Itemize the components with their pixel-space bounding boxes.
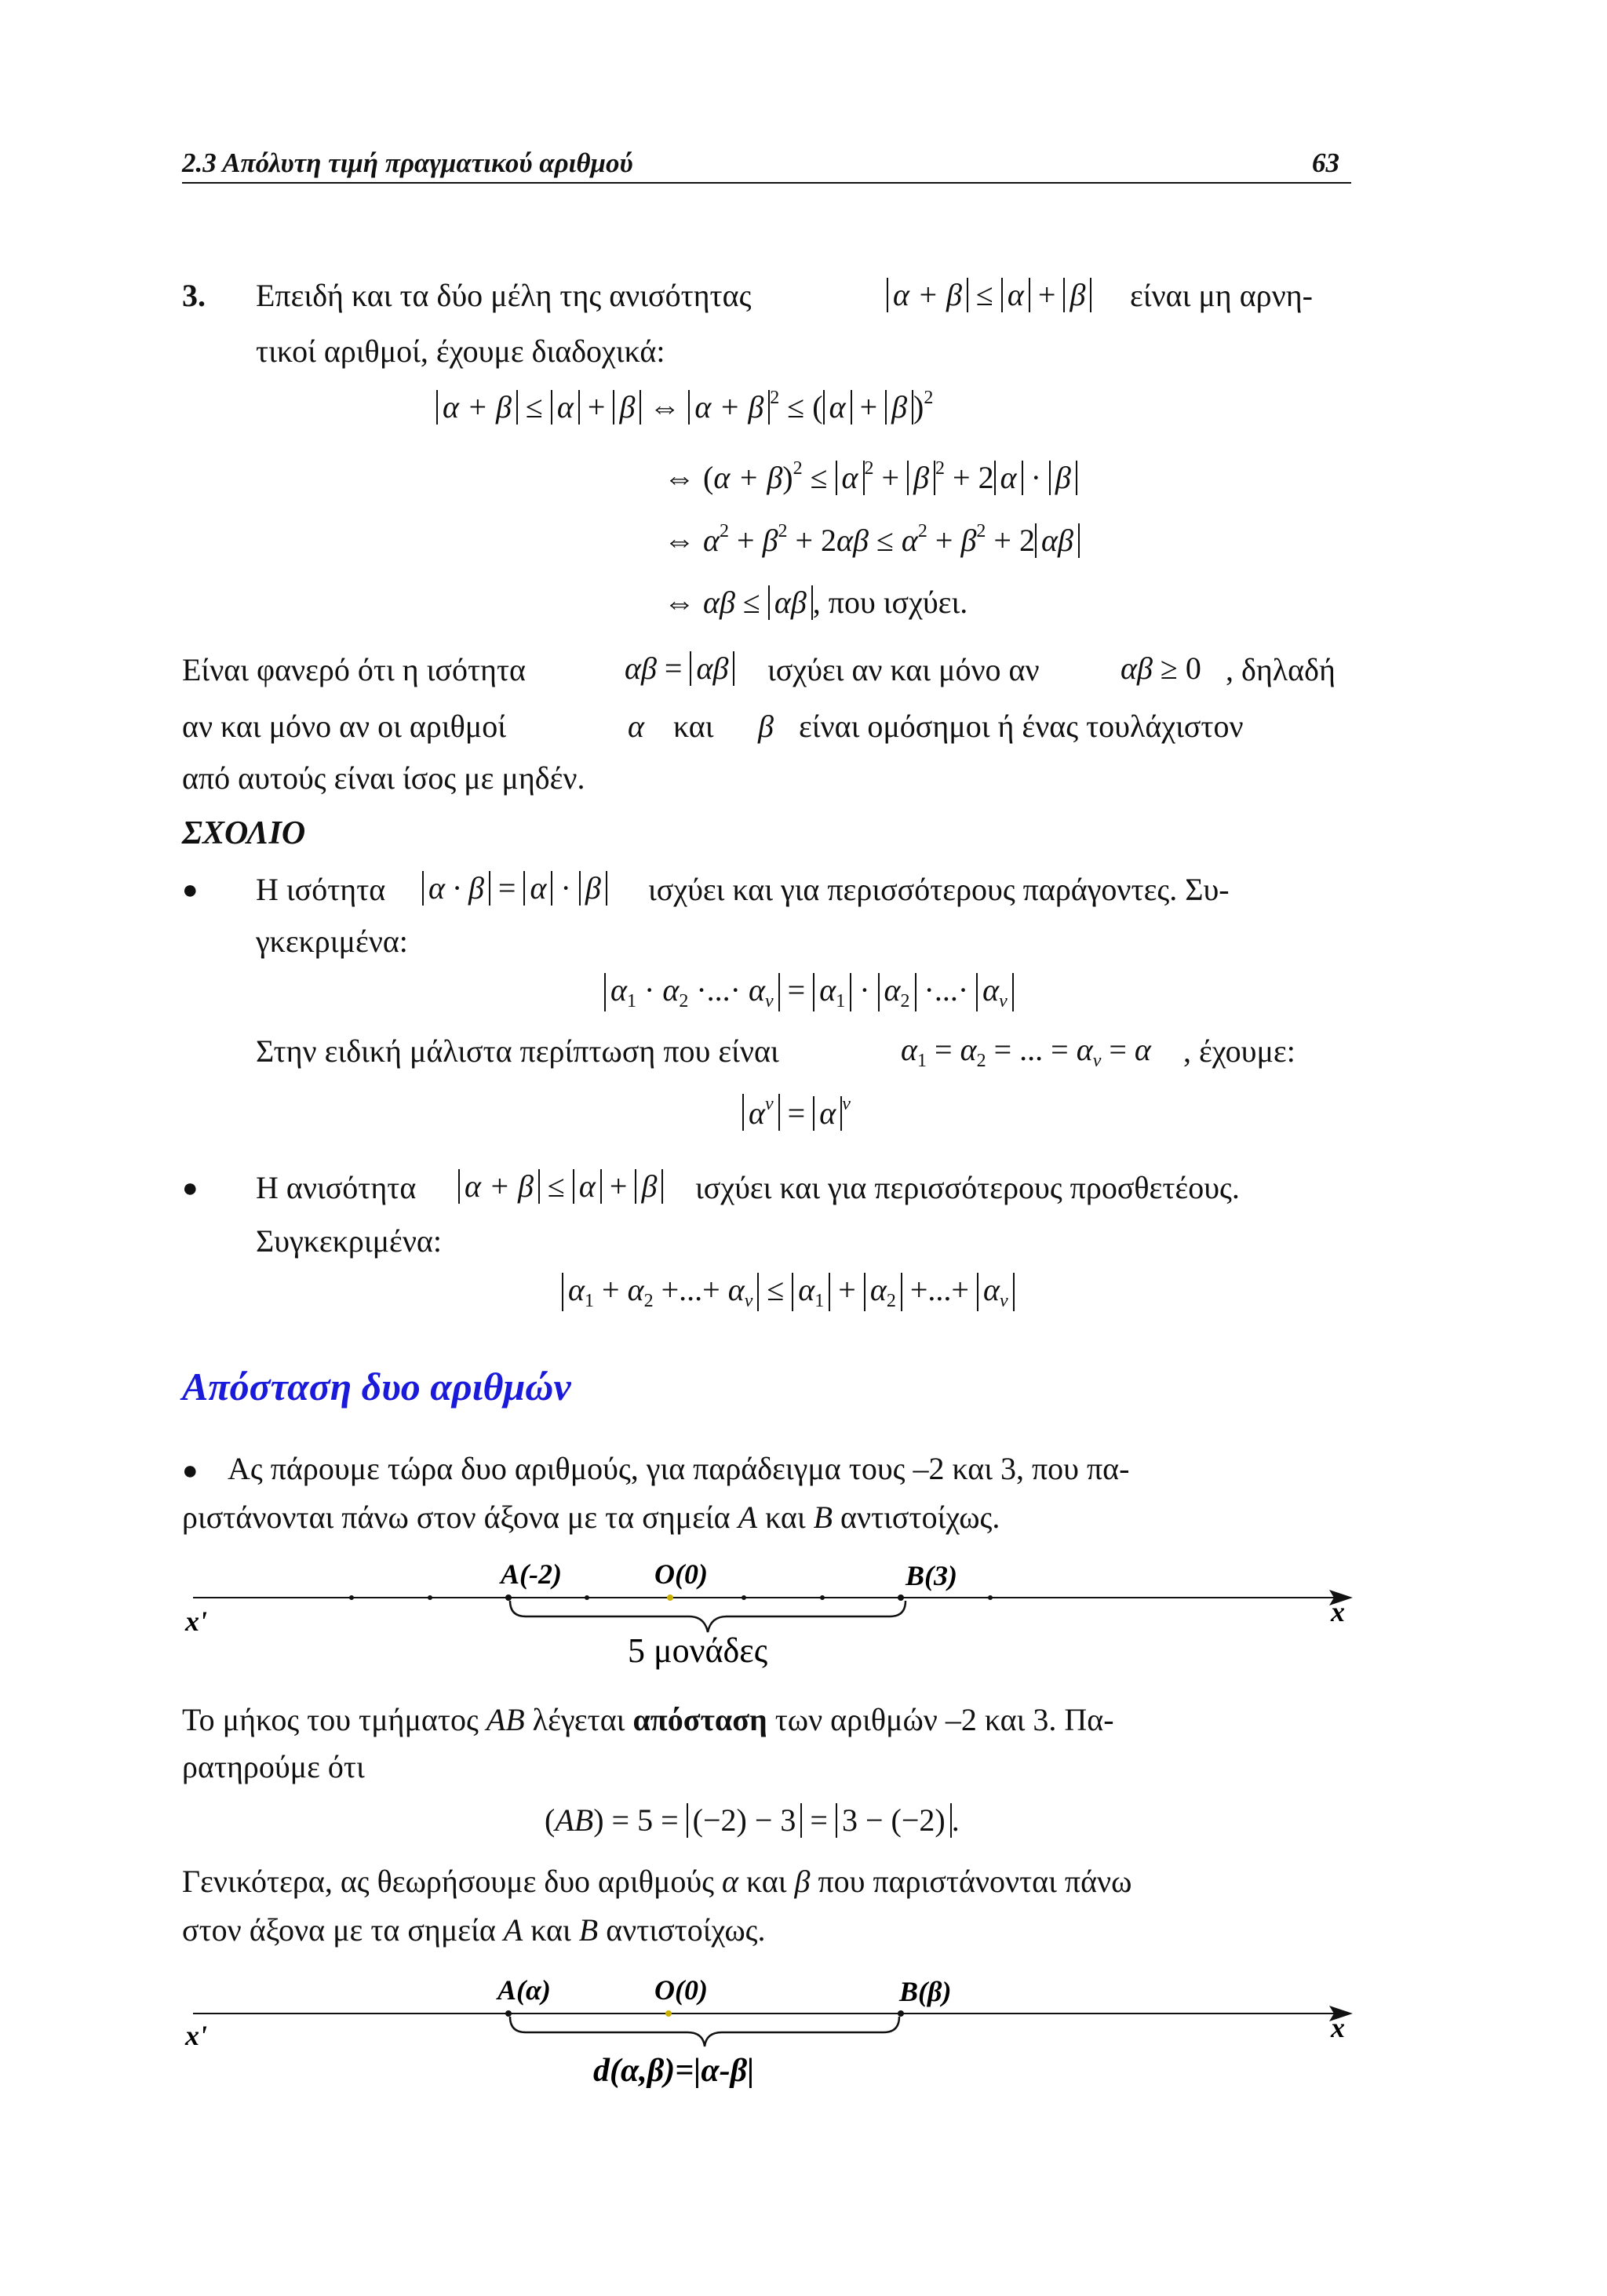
label-B: B(3) bbox=[906, 1560, 957, 1591]
symbol-alpha: α bbox=[628, 709, 644, 744]
bullet-icon: ● bbox=[182, 876, 199, 905]
equality-ab: αβ = αβ bbox=[625, 650, 734, 687]
bullet-icon: ● bbox=[182, 1174, 199, 1203]
comment-title: ΣΧΟΛΙΟ bbox=[182, 815, 306, 851]
point-B bbox=[898, 2010, 904, 2017]
para1-line1-c: , δηλαδή bbox=[1226, 652, 1336, 687]
p1-point-B: Β bbox=[813, 1500, 833, 1535]
brace-distance bbox=[510, 2017, 899, 2046]
derivation-step-1: α + β ≤ α + β ⇔ α + β $^2$ ≤ ( α + β )$^2$ bbox=[436, 388, 933, 425]
label-x: x bbox=[1331, 1596, 1345, 1627]
p3-l2-text-b: αντιστοίχως. bbox=[606, 1912, 766, 1948]
para1-line1-b: ισχύει αν και μόνο αν bbox=[767, 652, 1040, 687]
comment-b1-b: ισχύει και για περισσότερους παράγοντες. Συ- bbox=[648, 872, 1230, 907]
point-A bbox=[505, 2010, 512, 2017]
symbol-beta: β bbox=[758, 709, 774, 744]
bullet-icon: ● bbox=[182, 1456, 199, 1485]
derivation-step-2: ⇔ $(\alpha + \beta)^2 \le \alpha$ $^2$ + β $^2$ + 2 α · β bbox=[664, 458, 1077, 496]
label-x-prime: x' bbox=[185, 1605, 208, 1637]
p3-and: και bbox=[746, 1864, 787, 1899]
page-number: 63 bbox=[1312, 148, 1339, 178]
comment-b1-c: γκεκριμένα: bbox=[256, 924, 408, 959]
section-title: Απόσταση δυο αριθμών bbox=[182, 1365, 571, 1409]
para1-line2-c: είναι ομόσημοι ή ένας τουλάχιστον bbox=[799, 709, 1244, 744]
label-x-prime: x' bbox=[185, 2020, 208, 2051]
comment-b2-a: Η ανισότητα bbox=[256, 1170, 417, 1205]
condition-ab-nonneg: αβ ≥ 0 bbox=[1121, 651, 1201, 686]
derivation-step-3: ⇔ $\alpha^2 + \beta^2 + 2\alpha\beta \le \alpha^2 + \beta^2 + 2$ αβ bbox=[664, 521, 1080, 559]
para1-line1-a: Είναι φανερό ότι η ισότητα bbox=[182, 652, 526, 687]
p2-text-c: των αριθμών –2 και 3. Πα- bbox=[774, 1702, 1114, 1737]
derivation-step-4: ⇔ αβ ≤ αβ , που ισχύει. bbox=[664, 585, 968, 620]
label-O: O(0) bbox=[654, 1974, 708, 2006]
p1-text-a: ριστάνονται πάνω στον άξονα με τα σημεία bbox=[182, 1500, 731, 1535]
p3-beta: β bbox=[794, 1864, 811, 1899]
p3-alpha: α bbox=[722, 1864, 738, 1899]
label-O: O(0) bbox=[654, 1558, 708, 1590]
p3-point-A: Α bbox=[503, 1912, 523, 1948]
comment-special-b: , έχουμε: bbox=[1183, 1033, 1295, 1069]
label-A: A(α) bbox=[497, 1974, 551, 2006]
distance-p2-line2: ρατηρούμε ότι bbox=[182, 1749, 365, 1784]
label-x: x bbox=[1331, 2012, 1345, 2043]
comment-b1-a: Η ισότητα bbox=[256, 872, 386, 907]
p2-bold-term: απόσταση bbox=[632, 1702, 767, 1737]
label-B: B(β) bbox=[899, 1976, 952, 2007]
holds-text: , που ισχύει. bbox=[812, 585, 968, 620]
triangle-inequality: α + β ≤ α + β bbox=[887, 276, 1091, 313]
comment-b2-c: Συγκεκριμένα: bbox=[256, 1223, 442, 1259]
power-abs-equality: $\alpha^\nu = \alpha$ $^\nu$ bbox=[742, 1094, 851, 1132]
running-header-title: 2.3 Απόλυτη τιμή πραγματικού αριθμού bbox=[182, 148, 633, 178]
item3-line1-a: Επειδή και τα δύο μέλη της ανισότητας bbox=[256, 278, 752, 313]
p2-text-a: Το μήκος του τμήματος bbox=[182, 1702, 479, 1737]
item3-line2: τικοί αριθμοί, έχουμε διαδοχικά: bbox=[256, 333, 665, 369]
origin-point bbox=[665, 2010, 672, 2017]
distance-formula-label: d(α,β)=|α-β| bbox=[593, 2053, 755, 2089]
sum-triangle-inequality: α + β ≤ α + β bbox=[458, 1168, 663, 1204]
para1-line2-b: και bbox=[673, 709, 714, 744]
para1-line2-a: αν και μόνο αν οι αριθμοί bbox=[182, 709, 506, 744]
distance-example-equation: (AB) = 5 = (−2) − 3 = 3 − (−2) . bbox=[545, 1802, 960, 1838]
p1-text-b: αντιστοίχως. bbox=[840, 1500, 1000, 1535]
sum-triangle-general: $\alpha_1 + \alpha_2$ +...+ $\alpha_\nu \le \alpha_1 + \alpha_2$ +...+ $\alpha_\nu$ bbox=[562, 1271, 1015, 1311]
item-number: 3. bbox=[182, 278, 206, 313]
p3-point-B: Β bbox=[578, 1912, 599, 1948]
distance-p1-line1: Ας πάρουμε τώρα δυο αριθμούς, για παράδειγμα τους –2 και 3, που πα- bbox=[228, 1451, 1130, 1486]
item3-line1-b: είναι μη αρνη- bbox=[1130, 278, 1313, 313]
p3-text-a: Γενικότερα, ας θεωρήσουμε δυο αριθμούς bbox=[182, 1864, 714, 1899]
p3-l2-and: και bbox=[530, 1912, 571, 1948]
product-abs-general: $\alpha_1 \cdot \alpha_2$ ·...· $\alpha_\nu = \alpha_1 \cdot \alpha_2$ ·...· $\alpha_\nu$ bbox=[604, 971, 1014, 1011]
brace-label: 5 μονάδες bbox=[628, 1631, 768, 1670]
p2-segment-AB: ΑΒ bbox=[486, 1702, 525, 1737]
p3-text-b: που παριστάνονται πάνω bbox=[818, 1864, 1132, 1899]
p3-l2-text-a: στον άξονα με τα σημεία bbox=[182, 1912, 496, 1948]
comment-special-a: Στην ειδική μάλιστα περίπτωση που είναι bbox=[256, 1033, 779, 1069]
special-case-equalities: $\alpha_1 = \alpha_2$ = ... = $\alpha_\nu = \alpha$ bbox=[901, 1032, 1151, 1071]
product-abs-equality: α · β = α · β bbox=[422, 869, 607, 906]
p1-point-A: Α bbox=[738, 1500, 758, 1535]
p1-and: και bbox=[765, 1500, 806, 1535]
para1-line3: από αυτούς είναι ίσος με μηδέν. bbox=[182, 760, 585, 796]
p2-text-b: λέγεται bbox=[532, 1702, 625, 1737]
comment-b2-b: ισχύει και για περισσότερους προσθετέους. bbox=[695, 1170, 1240, 1205]
label-A: A(-2) bbox=[501, 1558, 562, 1590]
